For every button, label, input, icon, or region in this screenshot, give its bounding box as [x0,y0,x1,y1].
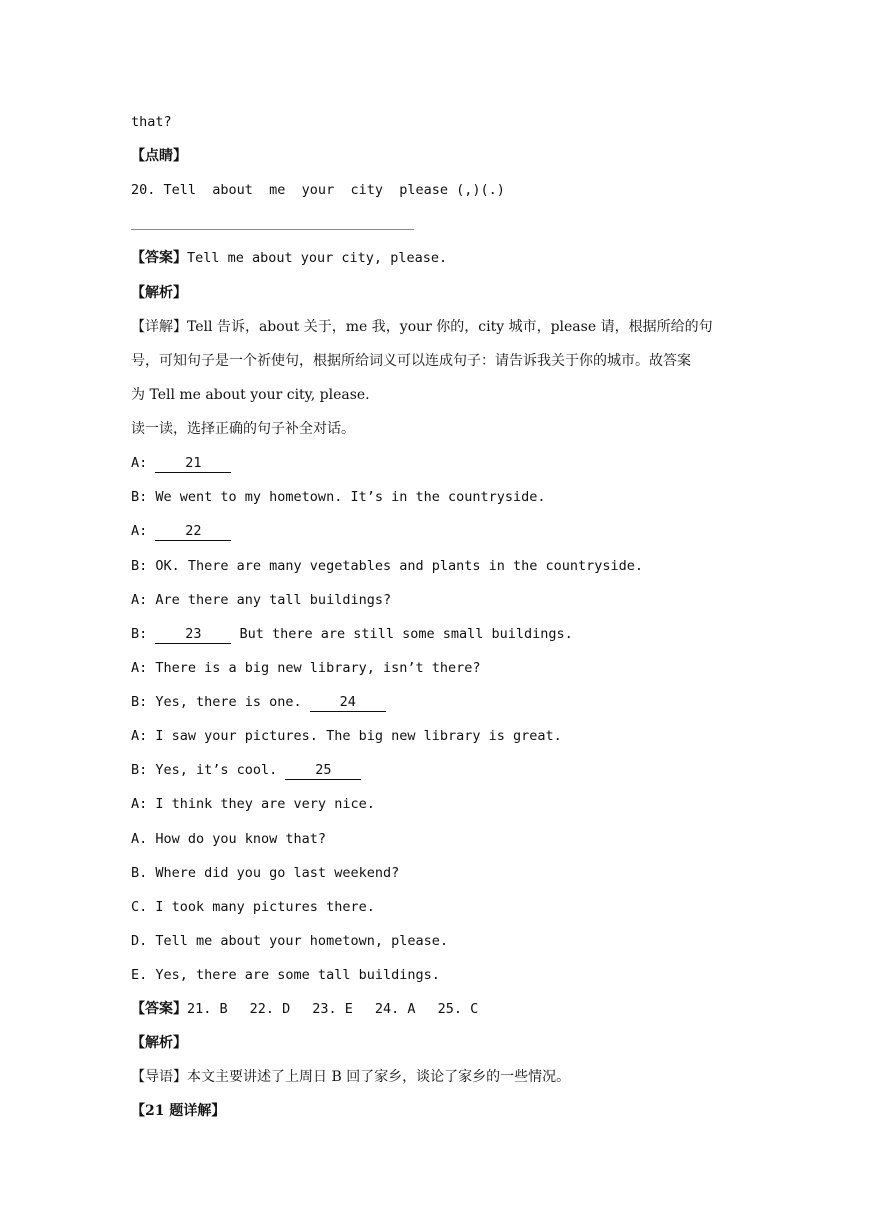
option-c: C. I took many pictures there. [131,899,375,915]
blank-22: 22 [155,522,231,541]
answer-item: 22. D [249,1001,291,1017]
xiangjie-line-1: 【详解】Tell 告诉，about 关于，me 我，your 你的，city 城市，please 请，根据所给的句 [131,319,713,335]
blank-24: 24 [310,693,386,712]
speaker: A: [131,455,156,471]
answer-item: 21. B [187,1001,228,1017]
q21-detail-heading: 【21 题详解】 [131,1103,226,1119]
blank-21: 21 [155,454,231,473]
blank-25: 25 [285,761,361,780]
dialogue-line [131,624,573,644]
dialogue-line [131,692,386,712]
question-20: 20. Tell about me your city please (,)(.) [131,182,505,198]
xiangjie-line-3: 为 Tell me about your city, please. [131,387,370,403]
daoyu-line: 【导语】本文主要讲述了上周日 B 回了家乡，谈论了家乡的一些情况。 [131,1069,571,1085]
option-a: A. How do you know that? [131,831,327,847]
dialogue-line: A: There is a big new library, isn’t there? [131,660,481,676]
jiexi-heading: 【解析】 [131,285,187,301]
option-b: B. Where did you go last weekend? [131,865,400,881]
dialogue-text: B: Yes, there is one. [131,694,310,710]
dialogue-line: B: We went to my hometown. It’s in the countryside. [131,489,546,505]
answers-row [131,999,478,1019]
speaker: B: [131,626,156,642]
xiangjie-line-2: 号，可知句子是一个祈使句，根据所给词义可以连成句子：请告诉我关于你的城市。故答案 [131,353,691,369]
answer-item: 25. C [437,1001,479,1017]
answer-label: 【答案】 [131,1001,187,1017]
answer-text: Tell me about your city, please. [187,250,448,266]
dialogue-text: But there are still some small buildings. [231,626,573,642]
dialogue-line [131,453,231,473]
option-d: D. Tell me about your hometown, please. [131,933,448,949]
answer-20 [131,248,447,268]
dianjing-heading: 【点睛】 [131,148,187,164]
dialogue-line [131,521,231,541]
dialogue-text: B: Yes, it’s cool. [131,762,286,778]
answer-item: 23. E [312,1001,353,1017]
text-line: that? [131,114,172,130]
dialogue-line: A: Are there any tall buildings? [131,592,392,608]
instruction: 读一读，选择正确的句子补全对话。 [131,421,355,437]
jiexi-heading: 【解析】 [131,1035,187,1051]
speaker: A: [131,523,156,539]
blank-23: 23 [155,625,231,644]
dialogue-line [131,760,361,780]
option-e: E. Yes, there are some tall buildings. [131,967,440,983]
dialogue-line: A: I saw your pictures. The big new library is great. [131,728,562,744]
dialogue-line: B: OK. There are many vegetables and plants in the countryside. [131,558,644,574]
answer-line [131,229,414,230]
answer-label: 【答案】 [131,250,187,266]
answer-item: 24. A [374,1001,416,1017]
dialogue-line: A: I think they are very nice. [131,796,375,812]
